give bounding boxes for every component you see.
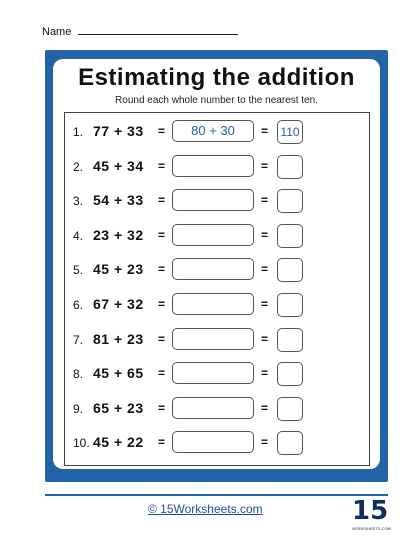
answer-box[interactable] xyxy=(277,258,303,282)
problem-row xyxy=(65,396,369,422)
worksheet-frame xyxy=(45,50,388,482)
worksheet-panel xyxy=(53,59,380,469)
problem-expression: 54 + 33 xyxy=(93,192,144,209)
answer-box[interactable]: 110 xyxy=(277,120,303,144)
problem-number: 7. xyxy=(73,332,84,347)
problem-number: 5. xyxy=(73,263,84,278)
equals-sign: = xyxy=(158,366,166,381)
answer-box[interactable] xyxy=(277,189,303,213)
problem-row xyxy=(65,361,369,387)
equals-sign: = xyxy=(261,193,269,208)
equals-sign: = xyxy=(158,124,166,138)
answer-box[interactable] xyxy=(277,224,303,248)
footer-divider xyxy=(45,494,388,496)
answer-box[interactable] xyxy=(277,328,303,352)
problem-row xyxy=(65,223,369,249)
estimate-box[interactable] xyxy=(172,293,254,315)
problem-expression: 45 + 65 xyxy=(93,365,144,382)
problem-row xyxy=(65,257,369,283)
problem-expression: 77 + 33 xyxy=(93,123,144,139)
equals-sign: = xyxy=(261,400,269,415)
equals-sign: = xyxy=(261,297,269,311)
estimate-box[interactable] xyxy=(172,258,254,280)
name-label: Name xyxy=(42,26,72,38)
problem-row xyxy=(65,430,369,456)
equals-sign: = xyxy=(158,435,166,450)
problem-row xyxy=(65,119,369,145)
problem-number: 6. xyxy=(73,298,84,312)
problem-row xyxy=(65,188,369,214)
problem-row xyxy=(65,327,369,353)
answer-box[interactable] xyxy=(277,155,303,179)
site-logo xyxy=(352,496,391,532)
equals-sign: = xyxy=(158,331,166,346)
problem-expression: 45 + 22 xyxy=(93,434,144,451)
equals-sign: = xyxy=(261,124,269,138)
equals-sign: = xyxy=(158,297,166,311)
problem-expression: 23 + 32 xyxy=(93,226,144,243)
equals-sign: = xyxy=(158,400,166,415)
estimate-box[interactable]: 80 + 30 xyxy=(172,120,254,142)
answer-box[interactable] xyxy=(277,293,303,317)
problems-box xyxy=(64,112,370,466)
equals-sign: = xyxy=(261,366,269,381)
equals-sign: = xyxy=(261,435,269,450)
worksheet-instructions: Round each whole number to the nearest ten. xyxy=(115,95,318,106)
answer-box[interactable] xyxy=(277,397,303,421)
estimate-box[interactable] xyxy=(172,189,254,211)
problem-number: 2. xyxy=(73,159,84,174)
problem-expression: 65 + 23 xyxy=(93,399,144,416)
problem-row xyxy=(65,292,369,318)
equals-sign: = xyxy=(158,227,166,242)
problem-expression: 45 + 34 xyxy=(93,157,144,174)
problem-expression: 45 + 23 xyxy=(93,261,144,278)
problem-number: 8. xyxy=(73,367,84,382)
problem-number: 4. xyxy=(73,228,84,243)
equals-sign: = xyxy=(261,262,269,277)
estimate-box[interactable] xyxy=(172,397,254,419)
worksheet-title: Estimating the addition xyxy=(78,64,355,91)
problem-number: 1. xyxy=(73,125,84,139)
answer-box[interactable] xyxy=(277,362,303,386)
equals-sign: = xyxy=(261,227,269,242)
problem-expression: 81 + 23 xyxy=(93,330,144,347)
problem-number: 10. xyxy=(73,436,90,451)
problem-number: 9. xyxy=(73,401,84,416)
name-underline xyxy=(78,33,238,35)
problem-expression: 67 + 32 xyxy=(93,296,144,312)
problem-number: 3. xyxy=(73,194,84,209)
equals-sign: = xyxy=(261,158,269,173)
estimate-box[interactable] xyxy=(172,431,254,453)
estimate-box[interactable] xyxy=(172,155,254,177)
estimate-box[interactable] xyxy=(172,362,254,384)
name-field xyxy=(42,26,238,38)
estimate-box[interactable] xyxy=(172,328,254,350)
logo-wordmark: WORKSHEETS.COM xyxy=(352,526,391,531)
equals-sign: = xyxy=(158,262,166,277)
equals-sign: = xyxy=(158,158,166,173)
equals-sign: = xyxy=(158,193,166,208)
logo-number: 15 xyxy=(352,496,389,526)
footer-link[interactable]: © 15Worksheets.com xyxy=(148,502,263,516)
answer-box[interactable] xyxy=(277,431,303,455)
problem-row xyxy=(65,154,369,180)
estimate-box[interactable] xyxy=(172,224,254,246)
equals-sign: = xyxy=(261,331,269,346)
